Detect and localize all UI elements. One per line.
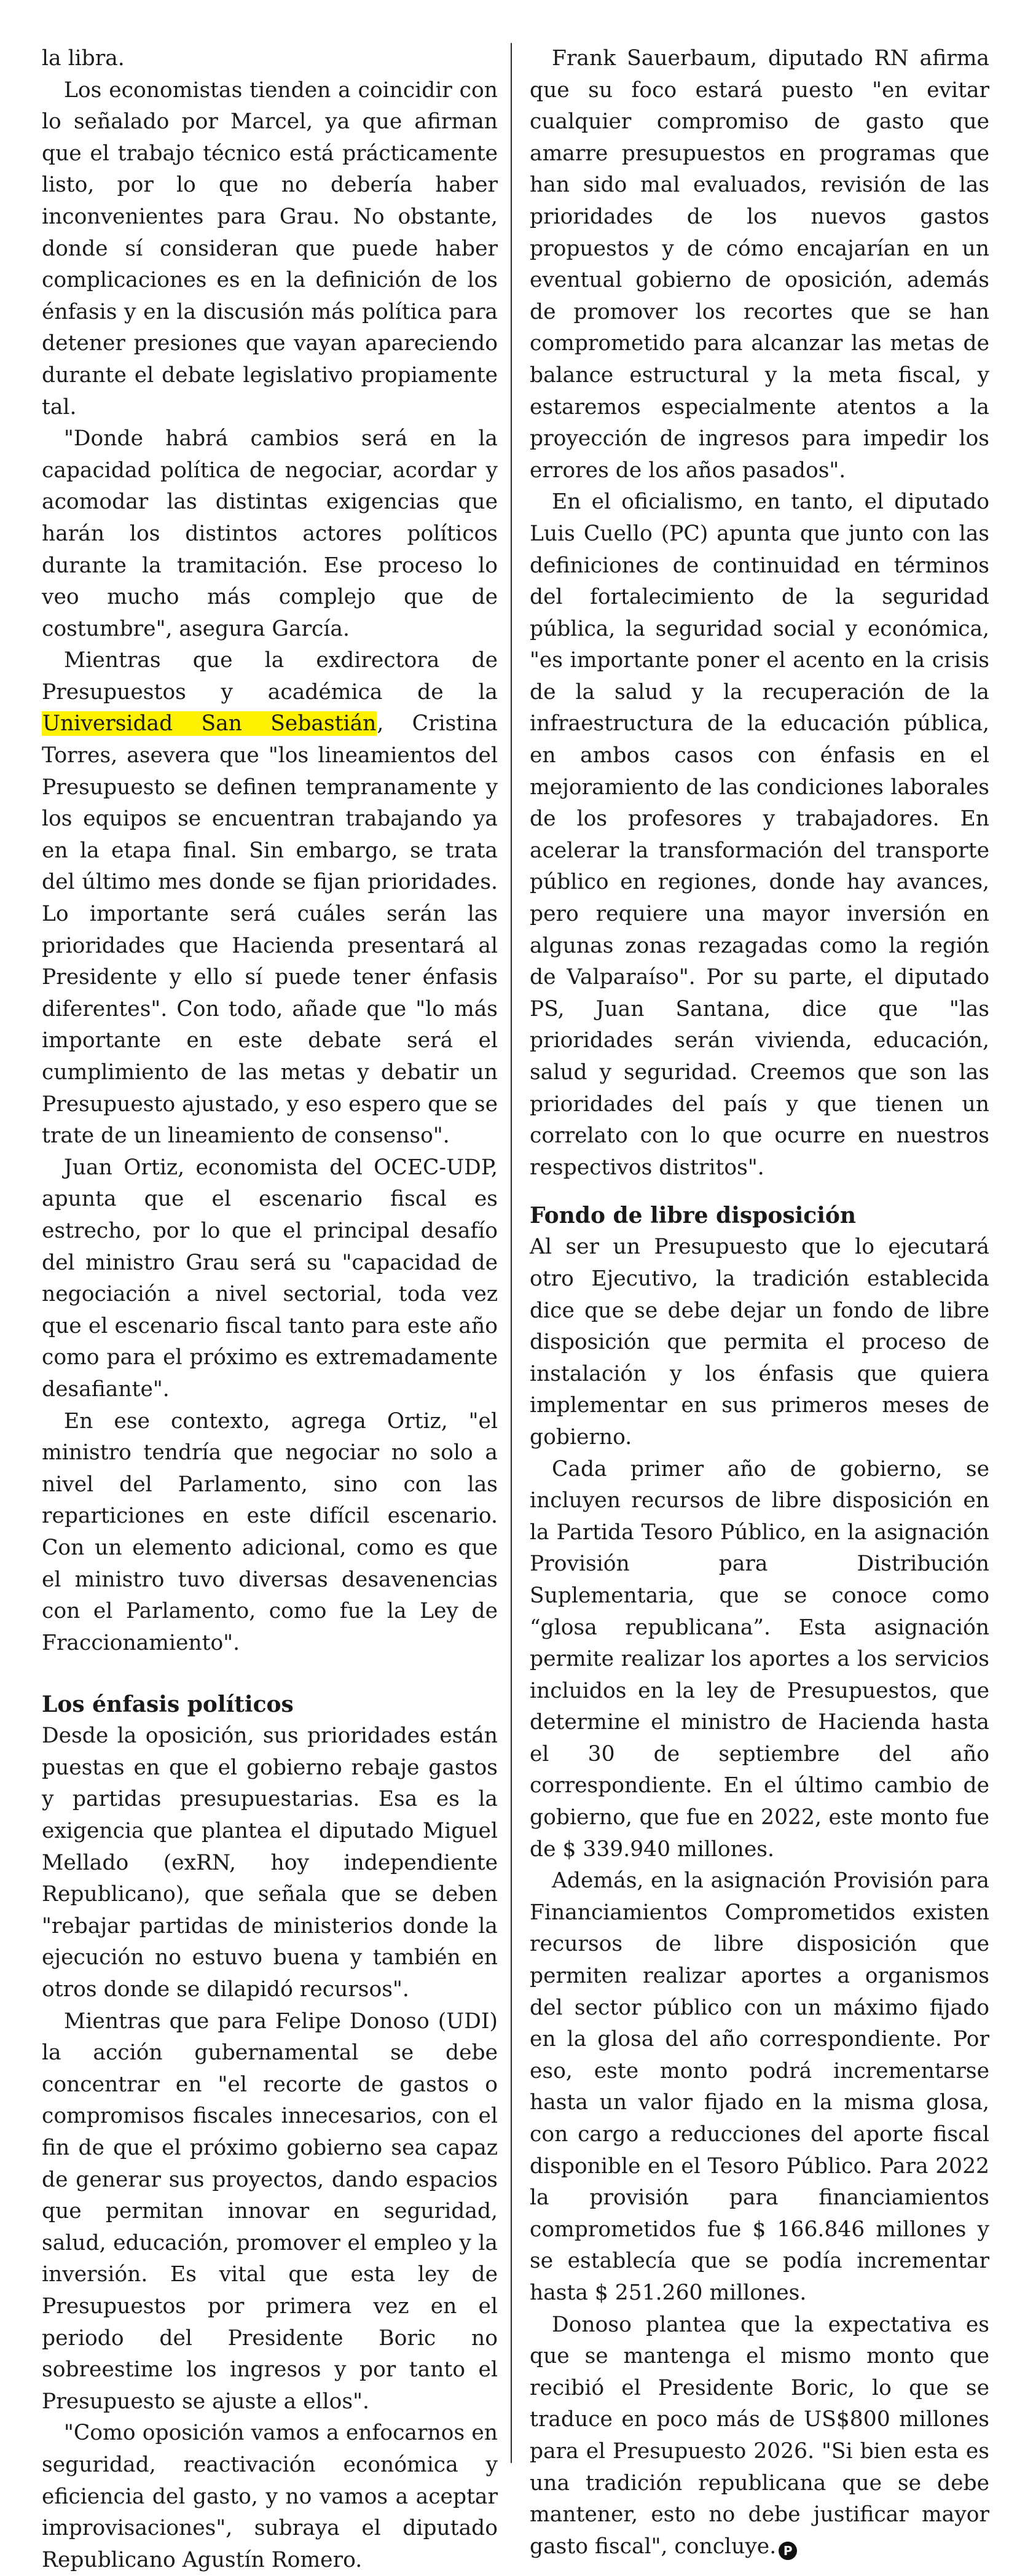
paragraph — [530, 2309, 989, 2563]
highlighted-text: Universidad San Sebastián — [42, 711, 377, 736]
column-divider — [511, 43, 512, 2463]
paragraph: Cada primer año de gobierno, se incluyen recursos de libre disposición en la Partida Tesoro Público, en la asignación Provisión para Distribución Suplementaria, que se conoce como “glosa republicana”. Esta asignación permite realizar los aportes a los servicios incluidos en la ley de Presupuestos, que determine el ministro de Hacienda hasta el 30 de septiembre del año correspondiente. En el último cambio de gobierno, que fue en 2022, este monto fue de $ 339.940 millones. — [530, 1456, 989, 1862]
paragraph: "Donde habrá cambios será en la capacidad política de negociar, acordar y acomodar las distintas exigencias que harán los distintos actores políticos durante la tramitación. Ese proceso lo veo mucho más complejo que de costumbre", asegura García. — [42, 426, 498, 641]
paragraph-continued: la libra. — [42, 46, 125, 71]
paragraph: En el oficialismo, en tanto, el diputado Luis Cuello (PC) apunta que junto con las definiciones de continuidad en términos del fortalecimiento de la seguridad pública, la seguridad social y económica, "es importante poner el acento en la crisis de la salud y la recuperación de la infraestructura de la educación pública, en ambos casos con énfasis en el mejoramiento de las condiciones laborales de los profesores y trabajadores. En acelerar la transformación del transporte público en regiones, donde hay avances, pero requiere una mayor inversión en algunas zonas rezagadas como la región de Valparaíso". Por su parte, el diputado PS, Juan Santana, dice que "las prioridades serán vivienda, educación, salud y seguridad. Creemos que son las prioridades del país y que tienen un correlato con lo que ocurre en nuestros respectivos distritos". — [530, 490, 989, 1180]
publication-end-mark-icon: P — [779, 2542, 797, 2560]
paragraph: Los economistas tienden a coincidir con lo señalado por Marcel, ya que afirman que el trabajo técnico está prácticamente listo, por lo que no debería haber inconvenientes para Grau. No obstante, donde sí consideran que puede haber complicaciones es en la definición de los énfasis y en la discusión más política para detener presiones que vayan apareciendo durante el debate legislativo propiamente tal. — [42, 77, 498, 420]
paragraph: Mientras que para Felipe Donoso (UDI) la acción gubernamental se debe concentrar en "el recorte de gastos o compromisos fiscales innecesarios, con el fin de que el próximo gobierno sea capaz de generar sus proyectos, dando espacios que permitan innovar en seguridad, salud, educación, promover el empleo y la inversión. Es vital que esta ley de Presupuestos por primera vez en el periodo del Presidente Boric no sobreestime los ingresos y por tanto el Presupuesto se ajuste a ellos". — [42, 2008, 498, 2414]
paragraph-text: Mientras que la exdirectora de Presupuestos y académica de la — [42, 648, 498, 704]
section-heading: Fondo de libre disposición — [530, 1203, 857, 1229]
paragraph: Al ser un Presupuesto que lo ejecutará otro Ejecutivo, la tradición establecida dice que se debe dejar un fondo de libre disposición que permita el proceso de instalación y los énfasis que quiera implementar en sus primeros meses de gobierno. — [530, 1235, 989, 1450]
paragraph: Frank Sauerbaum, diputado RN afirma que su foco estará puesto "en evitar cualquier compromiso de gasto que amarre presupuestos en programas que han sido mal evaluados, revisión de las prioridades de los nuevos gastos propuestos y de cómo encajarían en un eventual gobierno de oposición, además de promover los recortes que se han comprometido para alcanzar las metas de balance estructural y la meta fiscal, y estaremos especialmente atentos a la proyección de ingresos para impedir los errores de los años pasados". — [530, 46, 989, 483]
article-column-right — [530, 43, 989, 2562]
paragraph — [42, 645, 498, 1152]
paragraph: En ese contexto, agrega Ortiz, "el ministro tendría que negociar no solo a nivel del Parlamento, sino con las reparticiones en este difícil escenario. Con un elemento adicional, como es que el ministro tuvo diversas desavenencias con el Parlamento, como fue la Ley de Fraccionamiento". — [42, 1408, 498, 1655]
paragraph: Desde la oposición, sus prioridades están puestas en que el gobierno rebaje gastos y partidas presupuestarias. Esa es la exigencia que plantea el diputado Miguel Mellado (exRN, hoy independiente Republicano), que señala que se deben "rebajar partidas de ministerios donde la ejecución no estuvo buena y también en otros donde se dilapidó recursos". — [42, 1723, 498, 2002]
section-heading: Los énfasis políticos — [42, 1692, 294, 1718]
paragraph-text: , Cristina Torres, asevera que "los lineamientos del Presupuesto se definen tempranamente y los equipos se encuentran trabajando ya en la etapa final. Sin embargo, se trata del último mes donde se fijan prioridades. Lo importante será cuáles serán las prioridades que Hacienda presentará al Presidente y ello sí puede tener énfasis diferentes". Con todo, añade que "lo más importante en este debate será el cumplimiento de las metas y debatir un Presupuesto ajustado, y eso espero que se trate de un lineamiento de consenso". — [42, 711, 498, 1149]
paragraph: "Como oposición vamos a enfocarnos en seguridad, reactivación económica y eficiencia del gasto, y no vamos a aceptar improvisaciones", subraya el diputado Republicano Agustín Romero. — [42, 2421, 498, 2572]
article-column-left — [42, 43, 498, 2576]
paragraph: Además, en la asignación Provisión para Financiamientos Comprometidos existen recursos de libre disposición que permiten realizar aportes a organismos del sector público con un máximo fijado en la glosa del año correspondiente. Por eso, este monto podrá incrementarse hasta un valor fijado en la misma glosa, con cargo a reducciones del aporte fiscal disponible en el Tesoro Público. Para 2022 la provisión para financiamientos comprometidos fue $ 166.846 millones y se establecía que se podía incrementar hasta $ 251.260 millones. — [530, 1868, 989, 2305]
paragraph: Juan Ortiz, economista del OCEC-UDP, apunta que el escenario fiscal es estrecho, por lo que el principal desafío del ministro Grau será su "capacidad de negociación a nivel sectorial, toda vez que el escenario fiscal tanto para este año como para el próximo es extremadamente desafiante". — [42, 1155, 498, 1402]
paragraph-text: Donoso plantea que la expectativa es que se mantenga el mismo monto que recibió el Presidente Boric, lo que se traduce en poco más de US$800 millones para el Presupuesto 2026. "Si bien esta es una tradición republicana que se debe mantener, esto no debe justificar mayor gasto fiscal", concluye. — [530, 2312, 989, 2559]
